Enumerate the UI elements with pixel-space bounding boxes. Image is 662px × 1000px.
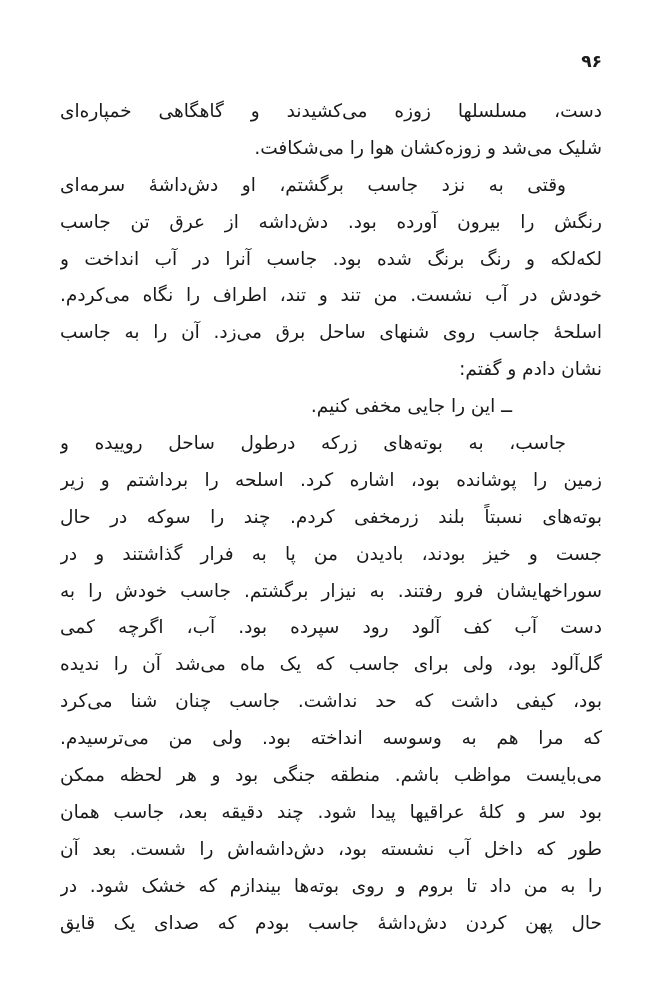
text-line: سوراخهایشان فرو رفتند. به نیزار برگشتم. جاسب خودش را به — [60, 580, 602, 602]
text-line: می‌بایست مواظب باشم. منطقه جنگی بود و هر لحظه ممکن — [60, 765, 602, 787]
text-line: دست آب کف آلود رود سپرده بود. آب، اگرچه کمی — [60, 617, 602, 639]
text-line: را به من داد تا بروم و روی بوته‌ها بیندازم که خشک شود. در — [60, 875, 602, 897]
text-line: لکه‌لکه و رنگ برنگ شده بود. جاسب آنرا در آب انداخت و — [60, 248, 602, 270]
page-number: ۹۶ — [581, 52, 602, 72]
text-line: گل‌آلود بود، ولی برای جاسب که یک ماه می‌شد آن را ندیده — [60, 654, 602, 676]
body-text — [60, 94, 602, 942]
text-line: که مرا هم به وسوسه انداخته بود. ولی من می‌ترسیدم. — [60, 728, 602, 750]
text-line: بود، کیفی داشت که حد نداشت. جاسب چنان شنا می‌کرد — [60, 691, 602, 713]
text-line: رنگش را بیرون آورده بود. دش‌داشه از عرق تن جاسب — [60, 211, 602, 233]
text-line: شلیک می‌شد و زوزه‌کشان هوا را می‌شکافت. — [254, 137, 602, 159]
text-line: طور که داخل آب نشسته بود، دش‌داشه‌اش را شست. بعد آن — [60, 838, 602, 860]
dialogue-line: ــ این را جایی مخفی کنیم. — [310, 396, 512, 418]
text-line: زمین را پوشانده بود، اشاره کرد. اسلحه را برداشتم و زیر — [60, 469, 602, 491]
text-line: وقتی به نزد جاسب برگشتم، او دش‌داشهٔ سرمه‌ای — [60, 174, 566, 196]
text-line: دست، مسلسلها زوزه می‌کشیدند و گاهگاهی خمپاره‌ای — [60, 101, 602, 122]
text-line: بوته‌های نسبتاً بلند زرمخفی کردم. چند را سوکه در حال — [60, 506, 602, 528]
text-line: جست و خیز بودند، بادیدن من پا به فرار گذاشتند و در — [60, 543, 602, 565]
text-line: نشان دادم و گفتم: — [459, 359, 602, 381]
text-line: خودش در آب نشست. من تند و تند، اطراف را نگاه می‌کردم. — [60, 285, 602, 307]
text-line: حال پهن کردن دش‌داشهٔ جاسب بودم که صدای یک قایق — [60, 912, 602, 934]
text-line: بود سر و کلهٔ عراقیها پیدا شود. چند دقیقه بعد، جاسب همان — [60, 801, 602, 823]
text-line: اسلحهٔ جاسب روی شنهای ساحل برق می‌زد. آن را به جاسب — [60, 322, 602, 344]
text-line: جاسب، به بوته‌های زرکه درطول ساحل روییده و — [60, 433, 566, 455]
